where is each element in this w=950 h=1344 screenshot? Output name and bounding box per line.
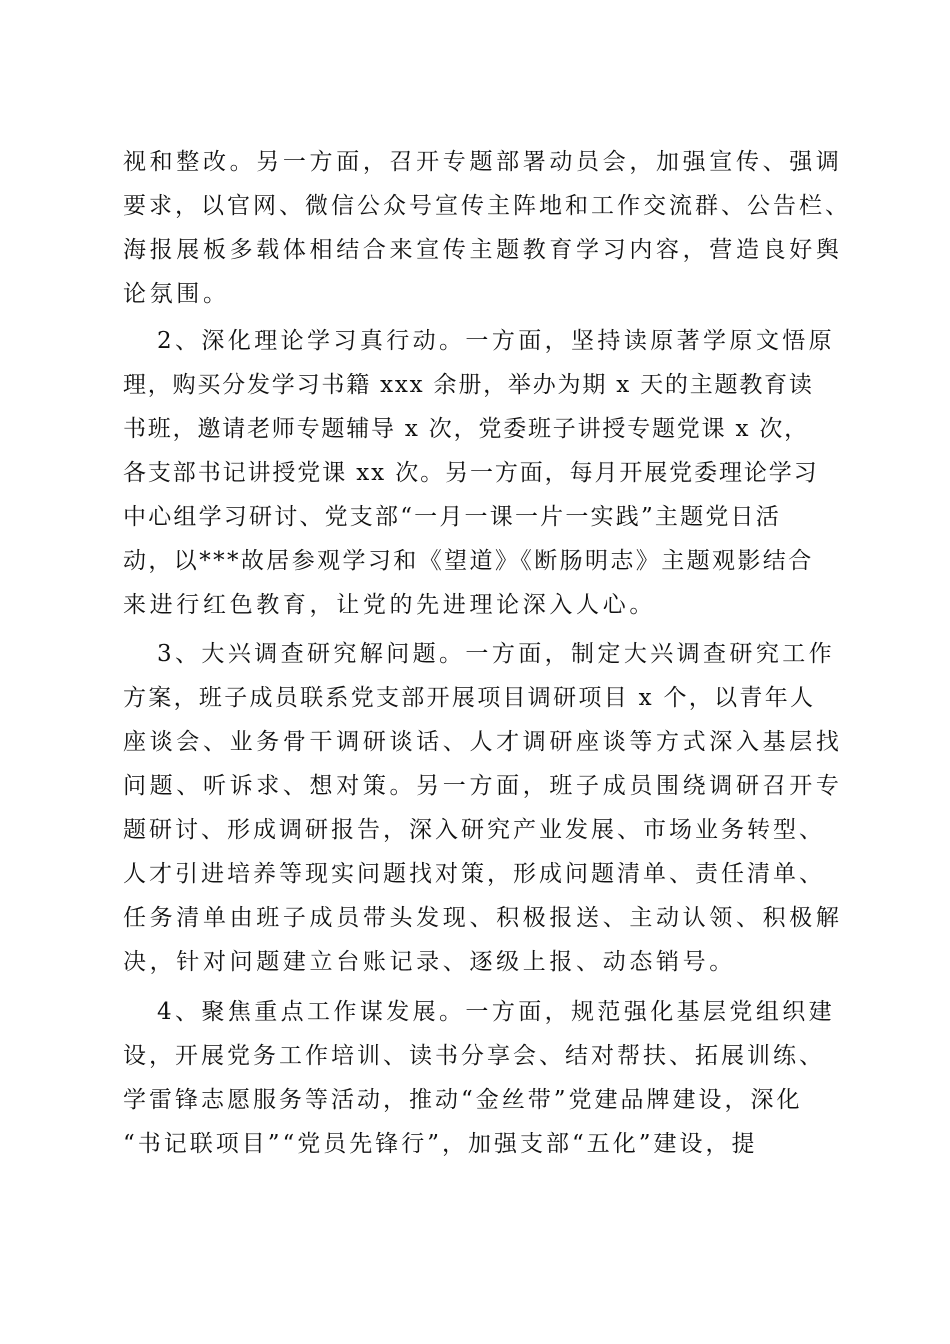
text-line: 书班，邀请老师专题辅导 x 次，党委班子讲授专题党课 x 次， bbox=[123, 416, 809, 442]
text-line: 来进行红色教育，让党的先进理论深入人心。 bbox=[123, 592, 656, 618]
text-line: 各支部书记讲授党课 xx 次。另一方面，每月开展党委理论学习 bbox=[123, 460, 819, 486]
text-line: 方案，班子成员联系党支部开展项目调研项目 x 个，以青年人 bbox=[123, 685, 816, 711]
text-line: 2、深化理论学习真行动。一方面，坚持读原著学原文悟原 bbox=[157, 328, 836, 354]
text-line: 3、大兴调查研究解问题。一方面，制定大兴调查研究工作 bbox=[157, 641, 836, 667]
text-line: 任务清单由班子成员带头发现、积极报送、主动认领、积极解 bbox=[123, 905, 843, 931]
text-line: “书记联项目”“党员先锋行”，加强支部“五化”建设，提 bbox=[123, 1131, 758, 1157]
text-line: 理，购买分发学习书籍 xxx 余册，举办为期 x 天的主题教育读 bbox=[123, 372, 814, 398]
text-line: 视和整改。另一方面，召开专题部署动员会，加强宣传、强调 bbox=[123, 149, 843, 175]
text-line: 海报展板多载体相结合来宣传主题教育学习内容，营造良好舆 bbox=[123, 237, 843, 263]
text-line: 要求，以官网、微信公众号宣传主阵地和工作交流群、公告栏、 bbox=[123, 193, 851, 219]
text-line: 人才引进培养等现实问题找对策，形成问题清单、责任清单、 bbox=[123, 861, 825, 887]
text-line: 中心组学习研讨、党支部“一月一课一片一实践”主题党日活 bbox=[123, 504, 781, 530]
text-line: 决，针对问题建立台账记录、逐级上报、动态销号。 bbox=[123, 949, 736, 975]
text-line: 4、聚焦重点工作谋发展。一方面，规范强化基层党组织建 bbox=[157, 999, 836, 1025]
text-line: 动，以***故居参观学习和《望道》《断肠明志》主题观影结合 bbox=[123, 548, 814, 574]
text-line: 问题、听诉求、想对策。另一方面，班子成员围绕调研召开专 bbox=[123, 773, 843, 799]
text-line: 论氛围。 bbox=[123, 281, 230, 307]
text-line: 设，开展党务工作培训、读书分享会、结对帮扶、拓展训练、 bbox=[123, 1043, 825, 1069]
text-line: 座谈会、业务骨干调研谈话、人才调研座谈等方式深入基层找 bbox=[123, 729, 843, 755]
text-line: 题研讨、形成调研报告，深入研究产业发展、市场业务转型、 bbox=[123, 817, 825, 843]
text-line: 学雷锋志愿服务等活动，推动“金丝带”党建品牌建设，深化 bbox=[123, 1087, 803, 1113]
